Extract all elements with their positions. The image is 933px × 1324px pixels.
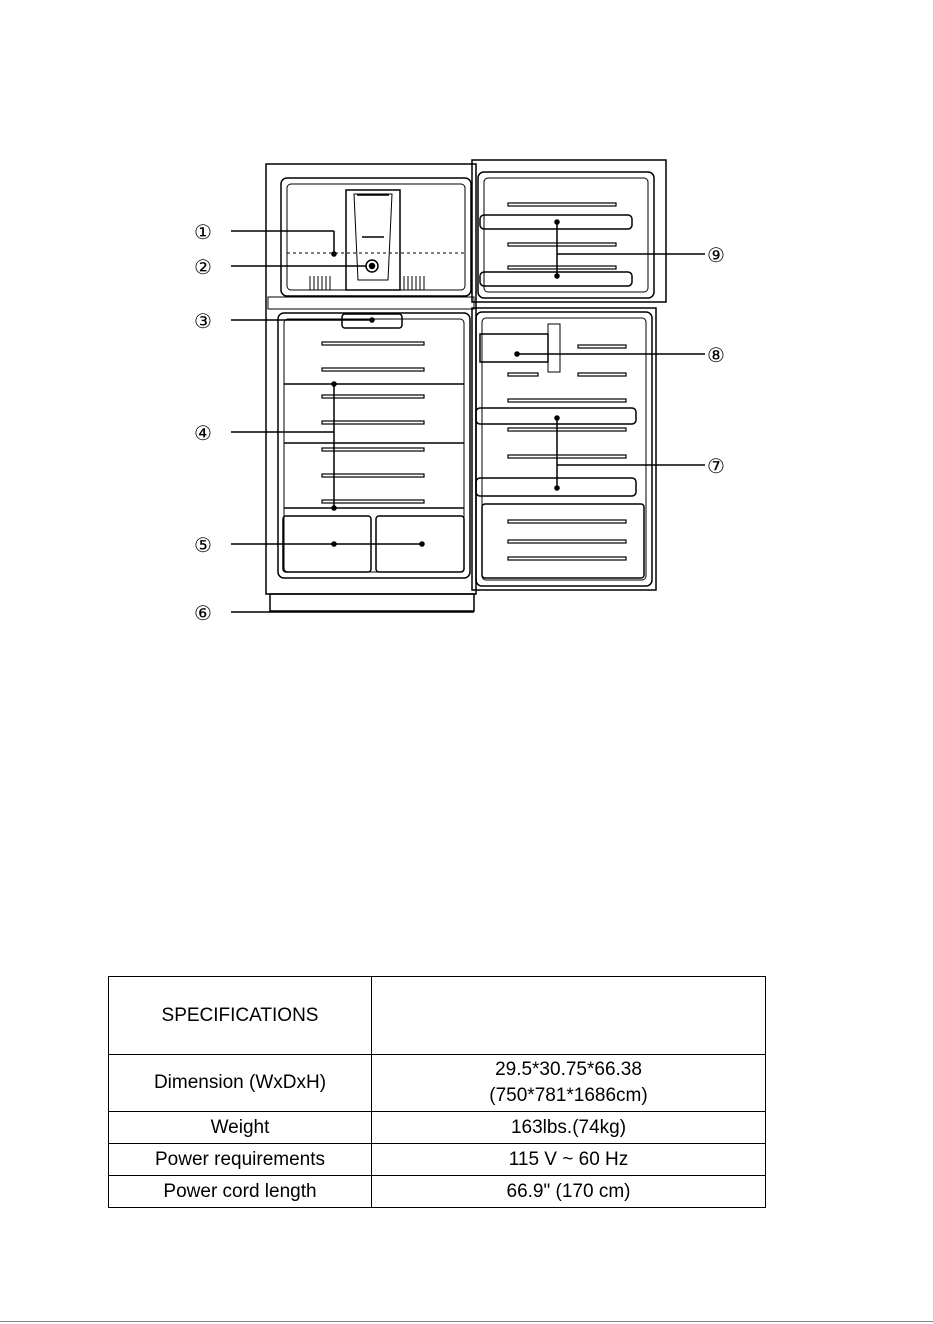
freezer-door: [472, 160, 666, 302]
callout-7: ⑦: [707, 454, 725, 478]
table-header-row: [109, 977, 766, 1055]
table-row: [109, 1055, 766, 1112]
callout-5: ⑤: [194, 533, 212, 557]
spec-value: 66.9" (170 cm): [372, 1176, 766, 1208]
spec-label: Dimension (WxDxH): [109, 1055, 372, 1112]
spec-value: [372, 1055, 766, 1112]
specifications-table: [108, 976, 766, 1208]
spec-value: 163lbs.(74kg): [372, 1112, 766, 1144]
refrigerator-diagram: [0, 0, 933, 660]
spec-value: 115 V ~ 60 Hz: [372, 1144, 766, 1176]
callout-4: ④: [194, 421, 212, 445]
spec-value-line: 29.5*30.75*66.38: [495, 1059, 642, 1080]
spec-header-label: SPECIFICATIONS: [109, 977, 372, 1055]
fresh-food-compartment: [278, 313, 470, 578]
spec-header-value: [372, 977, 766, 1055]
table-row: [109, 1112, 766, 1144]
callout-9: ⑨: [707, 243, 725, 267]
leveling-foot: [270, 594, 474, 611]
table-row: [109, 1144, 766, 1176]
spec-label: Power requirements: [109, 1144, 372, 1176]
dairy-compartment: [480, 334, 548, 362]
table-row: [109, 1176, 766, 1208]
spec-label: Weight: [109, 1112, 372, 1144]
callout-3: ③: [194, 309, 212, 333]
spec-value-line: (750*781*1686cm): [489, 1085, 648, 1106]
spec-label: Power cord length: [109, 1176, 372, 1208]
page-footer-rule: [0, 1321, 933, 1322]
callout-2: ②: [194, 255, 212, 279]
callout-6: ⑥: [194, 601, 212, 625]
callout-8: ⑧: [707, 343, 725, 367]
fresh-food-door: [472, 308, 656, 590]
callout-1: ①: [194, 220, 212, 244]
